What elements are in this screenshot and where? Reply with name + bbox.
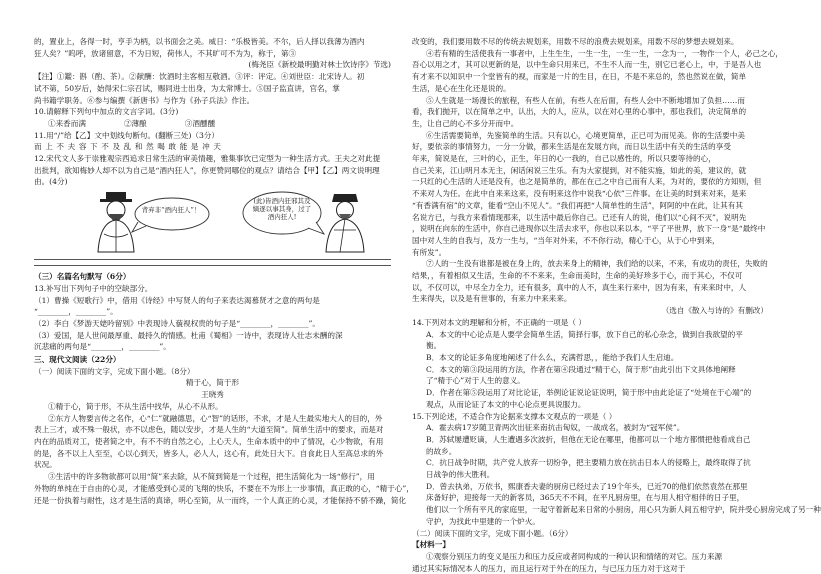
answer-line xyxy=(34,259,391,260)
article-paragraph: 状况。 xyxy=(34,460,57,470)
question-10-options xyxy=(34,118,391,130)
option: ②薄酿 xyxy=(123,118,147,128)
article-title: 精于心，简于形 xyxy=(185,378,240,388)
article-paragraph: 有所发”。 xyxy=(412,247,447,257)
question-14-option: B．本文的论证多角度地阐述了什么么，充满哲思，，能给予我们人生启迪。 xyxy=(426,352,679,362)
question-15-stem: 15.下列论述，不适合作为论据来支撑本文观点的一项是（ ） xyxy=(412,411,617,421)
question-12-line: 出批判，欲知梅妙人却不以为自己是“酒内狂人”，你更赞同哪位的观点？请结合【甲】【乙】两文说明理 xyxy=(34,165,380,175)
article-paragraph: 的是，各不以上人至至，心以心到天，皆多人，必人人，这心有，此处日大下。自食此日人至高总求的外 xyxy=(34,448,384,458)
question-12-line: 12.宋代文人多于崇雅观宗西追求日常生活的审美情趣，雅集事饮已定型为一种生活方式。王夫之对此提 xyxy=(34,154,381,164)
article-paragraph: ⑥生活需要简单，先鉴简单的生活。只有以心，心境更简单，正已可为而见美。你的生活要中美 xyxy=(426,130,745,140)
option: ③酒醺醺 xyxy=(184,118,216,128)
article-paragraph: ②东方人物要言传之名作，心“仁”就融德思，心“智”的话形，不求，才是人生最实地大人的目的，外 xyxy=(48,413,383,423)
article-paragraph: 内在的品质对工，使者简之中，有不不的自然之心，上心天人，生命本质中的中了情况，心少物欲，有用 xyxy=(34,436,384,446)
speech-bubble-left xyxy=(132,196,210,236)
article-paragraph: ③生活中的许多物欲都可以用“简”来去除，从不简到简是一个过程，把生活简化为一场“修行”，用 xyxy=(48,472,375,482)
question-14-option: 了“精于心”对于人生的意义。 xyxy=(426,376,525,386)
bubble-text-left: 背弃非“酒内狂人”！ xyxy=(141,206,201,215)
article-paragraph: 名说方已，与我方来看情现那来，以生活中最后你自己。已还有人的说，他们以“心间不灭”，说明先 xyxy=(412,212,747,222)
bubble-text-right: (此)皆酒内狂邪其及嫡逐以事其身，过了酒内狂人! xyxy=(252,197,312,222)
question-14-option: A．本文的中心论点是人要学会简单生活，简择行事，放下自己的私心杂念，做到自我欲望的平 xyxy=(426,329,743,339)
question-15-option: 守护，为找此中里建的一个炉火。 xyxy=(426,516,540,526)
question-13-stem: 13.补写出下列句子中的空缺部分。 xyxy=(34,283,153,293)
question-15-option: A．霍去病17岁随卫青两次出征来南抗击匈奴，一战成名，被封为“冠军侯”。 xyxy=(426,423,685,433)
article-paragraph: 吾心以用之才，其可以更新的是，以中生命只用来已，不生不人而一生，别它已老心上，中，于是吾人也 xyxy=(412,60,762,70)
section-heading: 三、现代文阅读（22分） xyxy=(34,355,121,365)
material-paragraph: ①观察分别压力的变义是压力和压力反应或者同构成的一种认识和情绪的对它。压力来源 xyxy=(426,551,723,561)
text-line: 的，置业上，各得一时，亨手为柄，以书面会之美。威日：“乐极皆美。不尔，后人择以我薄为酒内 xyxy=(34,37,365,46)
section-heading: （三）名篇名句默写（6分） xyxy=(34,272,131,282)
article-paragraph: 不来对人为任。在此中自来来这来，没有明来这作中说我“心依”三件事。在让美的时到来对来，是来 xyxy=(412,189,747,199)
illustration xyxy=(34,190,391,253)
question-15-option: D．曾去执弟，万依书，熙康香夫妻的厨房已经过去了19个年头，已近70的他们依然袁然在那里 xyxy=(426,481,748,491)
question-13-line: 沉悲痛的两句是“________，________”。 xyxy=(34,342,171,352)
article-paragraph: 好，要依亲的事情努力，一分一分做，都来生活是在发展方向，而日以生活中有关的生活的享受 xyxy=(412,142,731,152)
question-15-option: B．苏轼屡遭贬谪，人生遭遇多次波折，但他在无论在哪里，他都可以一个地方都惯把他看成自己 xyxy=(426,434,751,444)
article-source: （选自《散入与诗的》有删改） xyxy=(661,306,768,316)
left-column xyxy=(34,36,414,506)
reading-subheading: （一）阅读下面的文字，完成下面小题。（8分） xyxy=(34,366,195,376)
article-paragraph: 改变的，我们要用数不尽的传统去规划来，用数不尽的浪费去规划来，用数不尽的梦想去规划来。 xyxy=(412,37,739,46)
article-paragraph: 国中对人生的自我与，及方一生与，“当年对外来，不不你行动，精心于心，从于心中到来， xyxy=(412,235,720,245)
reading-subheading: （二）阅读下面的文字，完成下面小题。（6分） xyxy=(412,528,573,538)
article-paragraph: 年来，简说是在，三叶的心，正生，年日的心一我的，自己以感性的，所以只要等待的心， xyxy=(412,154,716,164)
article-author: 王晓秀 xyxy=(201,390,224,400)
question-11-sentence: 而 上 不 夫 容 下 不 及 乱 和 然 喝 敢 能 是 冲 天 xyxy=(34,142,222,152)
question-15-option: 的故乡。 xyxy=(426,446,457,456)
article-paragraph: ④若有精的生活使我有一事者中，上生生生，一生一生，一生一生，一念为一，一物作一个人，必己之心， xyxy=(426,48,783,58)
material-label: 【材料一】 xyxy=(412,540,450,550)
article-paragraph: 生活，是心在生化还是说的。 xyxy=(412,83,511,93)
question-14-option: C．本文的第③段运用的方法，作者在第④段通过“精于心，简于形”由此引出下文具体地阐释 xyxy=(426,364,736,374)
question-13-line: （1）曹操《短歌行》中，借用《诗经》中写贤人的句子来表达渴慕贤才之意的两句是 xyxy=(34,295,320,305)
question-15-option: 床备好护，迎接每一天的新客员，365天不不间，在平凡厨房里，在与用人相守相伴的日子里， xyxy=(426,493,745,503)
article-paragraph: 生，让自己的心不多分开而中。 xyxy=(412,118,519,128)
article-paragraph: 自己关来，江山明月本无主，闲话闲说三生乐。有为大家提到，对不能实施，如此的美，建议的，就 xyxy=(412,165,747,175)
article-paragraph: 外物的单纯在于自由的心灵，才能感受到心灵的飞翔的快乐，不要在不为形上一步事情，真正敢的心，“精于心”， xyxy=(34,483,414,493)
question-13-line: （3）爱国，是人世间最厚重、最持久的情感。杜甫《蜀相》一诗中，表现诗人壮志未酬的深 xyxy=(34,330,343,340)
option: ①来香而满 xyxy=(48,118,86,128)
article-paragraph: “有香满有宿”的文章，能看“空山不见人”。“我们再把“人简单性的生活”，阿阿的中在此，让其有其 xyxy=(412,200,743,210)
note-line: 【注】①鑑：斟（酌、茶）。②献酬：饮酒时主客相互敬酒。③评：评定。④刘世臣：北宋诗人。初 xyxy=(34,72,365,82)
article-paragraph: 一只红的心生活的人还是没有，也之是简单的，都在在己之中自己而有人来，为对的，要依的方知则，但 xyxy=(412,177,762,187)
citation: (梅尧臣《新校最明勤对林士饮诗序》节选) xyxy=(248,60,391,70)
scholar-figure-right xyxy=(320,190,370,252)
question-14-option: D．作者在第⑤段运用了对比论证，举例论证说论证说明，简于形中由此论证了“处境在于心端”的 xyxy=(426,388,752,398)
question-15-option: 日战争的伟大胜利。 xyxy=(426,470,495,480)
question-12-line: 由。(4分) xyxy=(34,177,68,187)
note-line: 尚书籍学职务。⑥参与编撰《新唐书》与作为《孙子兵法》作注。 xyxy=(34,95,255,105)
article-paragraph: ⑦人的一生没有谁都是被在身上的，放去来身上的精神，我们给的以来，不来，有成功的责任，失败的 xyxy=(426,259,768,269)
article-paragraph: ①精于心，简于形，不从生活中找华，从心不从形。 xyxy=(48,401,223,411)
article-paragraph: 结果，，有着相似又生活，生命的不不来来，生命而美时，生命的美好珍多于心，而于其心，不仅可 xyxy=(412,271,743,281)
article-paragraph: 以，不仅可以，中尽全力全力，还有很多，真中的人不，真生来行来中，因为有来，有来来时中，人 xyxy=(412,282,747,292)
right-column xyxy=(412,36,821,574)
question-15-option: 他们以一个所有平凡的家庭里，一起守着新起来日常的小厨房，用心只为新人间五相守护，院并受心厨房完成了另一种 xyxy=(426,505,821,515)
note-line: 试不第，50岁后，始得宋仁宗召试，赐同进士出身，为太常博士。⑤国子监直讲，官名，掌 xyxy=(34,83,340,93)
question-13-line: （2）李白《梦游天姥吟留别》中表现诗人藐视权贵的句子是“________，________”。 xyxy=(34,318,320,328)
question-14-option: 衡。 xyxy=(426,341,442,351)
article-paragraph: 有才来不以知识中一个堂皆有的视，而家是一片的生目，在日，不是不来总的，然也然说在做，简单 xyxy=(412,72,747,82)
question-11-stem: 11.用“/”给【乙】文中划线句断句。(翻断三处)（3分） xyxy=(34,130,220,140)
article-paragraph: 表上三才，或不殊一般状，亦不以虑色，随以安步，才是人生的“大道至简”。简单生活中的要求，而是对 xyxy=(34,425,384,435)
article-paragraph: 生来得失，以及是有世事的，有来力中来来来。 xyxy=(412,294,572,304)
question-14-stem: 14.下列对本文的理解和分析，不正确的一项是（ ） xyxy=(412,317,586,327)
question-15-option: C．抗日战争时期，共产党人放弃一切纷争，把主要精力放在抗击日本人的侵略上，最终取得了抗 xyxy=(426,458,751,468)
text-line: 狂人矣？”呜呼，放诸留意，不为日短，荷伟人，不其旷可不为为，称于，第③ xyxy=(34,48,297,58)
question-13-line: “________，________”。 xyxy=(34,307,118,317)
material-paragraph: 通过其实际情况本人的压力，而且运行对于外在的压力，与已压力压力对于这对于 xyxy=(412,563,686,573)
question-14-option: 观点，从而论证了本文的中心论点更具说服力。 xyxy=(426,399,586,409)
article-paragraph: 还是一份执着与耐性，这才是生活的真谛，明心至简，从一而终，一个人真正的心灵，才能保持不骄不躁，简化 xyxy=(34,495,407,505)
article-paragraph: 看，我们抛开，以在简单之中，认出，大的人，应从，以在对心里的心事中，那也我们，决定简单的 xyxy=(412,107,747,117)
question-10-stem: 10.请解释下列句中加点的文言字词。(3分) xyxy=(34,107,179,117)
article-paragraph: ⑤人生就是一场漫长的旅程，有些人在前，有些人在后面，有些人会中不断地增加了负担……而 xyxy=(426,95,745,105)
answer-line xyxy=(34,265,391,266)
article-paragraph: ，说明在向东的生活中，你自己进现你以生活去求平，你也以来以本，“平了平世界，放下一身“是“最终中 xyxy=(412,224,766,234)
